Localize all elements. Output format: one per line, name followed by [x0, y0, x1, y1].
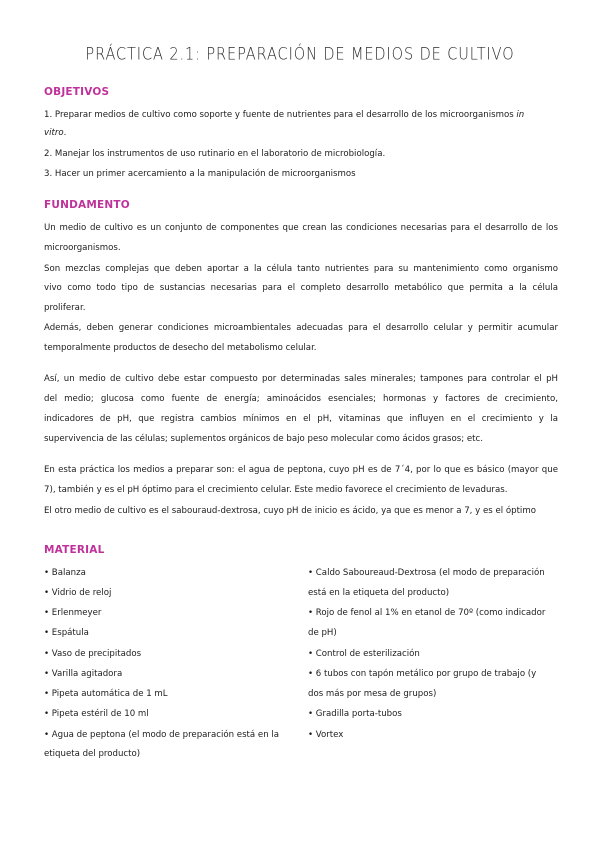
- fundamento-line: proliferar.: [44, 303, 86, 313]
- material-item: • Caldo Saboureaud-Dextrosa (el modo de preparación: [308, 568, 545, 578]
- material-item: • Vaso de precipitados: [44, 649, 142, 659]
- material-item: de pH): [308, 628, 337, 638]
- fundamento-line: Un medio de cultivo es un conjunto de componentes que crean las condiciones necesarias para el desarrollo de los: [44, 223, 558, 233]
- objetivo-1-period: .: [63, 128, 67, 138]
- material-item: • Gradilla porta-tubos: [308, 709, 402, 719]
- material-item: • 6 tubos con tapón metálico por grupo de trabajo (y: [308, 669, 537, 679]
- material-item: • Pipeta automática de 1 mL: [44, 689, 168, 699]
- fundamento-line: vivo como todo tipo de sustancias necesarias para el completo desarrollo metabólico que permita a la célula: [44, 283, 558, 293]
- fundamento-line: El otro medio de cultivo es el sabouraud-dextrosa, cuyo pH de inicio es ácido, ya que es menor a 7, y es el óptimo: [44, 506, 536, 516]
- material-item: • Balanza: [44, 568, 86, 578]
- objetivo-1-italic-in: in: [516, 110, 525, 120]
- objetivo-1-italic-vitro: vitro: [44, 128, 64, 138]
- objetivo-1-cont: [44, 127, 558, 139]
- fundamento-line: del medio; glucosa como fuente de energía; aminoácidos esenciales; hormonas y factores de crecimiento,: [44, 394, 558, 404]
- fundamento-line: 7), también y es el pH óptimo para el crecimiento celular. Este medio favorece el crecimiento de levaduras.: [44, 485, 508, 495]
- fundamento-line: Además, deben generar condiciones microambientales adecuadas para el desarrollo celular y permitir acumular: [44, 323, 558, 333]
- page-title: PRÁCTICA 2.1: PREPARACIÓN DE MEDIOS DE CULTIVO: [85, 45, 515, 65]
- objetivo-1-text: 1. Preparar medios de cultivo como soporte y fuente de nutrientes para el desarrollo de los microorganismos: [44, 110, 514, 120]
- material-item: • Varilla agitadora: [44, 669, 123, 679]
- fundamento-line: indicadores de pH, que registra cambios mínimos en el pH, vitaminas que influyen en el crecimiento y la: [44, 414, 558, 424]
- material-item: • Vortex: [308, 730, 344, 740]
- material-item: dos más por mesa de grupos): [308, 689, 437, 699]
- fundamento-line: Así, un medio de cultivo debe estar compuesto por determinadas sales minerales; tampones para controlar el pH: [44, 374, 558, 384]
- material-heading: MATERIAL: [44, 544, 105, 556]
- fundamento-line: Son mezclas complejas que deben aportar a la célula tanto nutrientes para su mantenimiento como organismo: [44, 264, 558, 274]
- material-item: • Control de esterilización: [308, 649, 420, 659]
- fundamento-line: temporalmente productos de desecho del metabolismo celular.: [44, 343, 317, 353]
- material-item: • Vidrio de reloj: [44, 588, 112, 598]
- material-item: etiqueta del producto): [44, 749, 141, 759]
- fundamento-line: En esta práctica los medios a preparar son: el agua de peptona, cuyo pH es de 7´4, por lo que es básico (mayor que: [44, 465, 558, 475]
- objetivo-1: [44, 109, 558, 121]
- material-item: • Rojo de fenol al 1% en etanol de 70º (como indicador: [308, 608, 546, 618]
- fundamento-heading: FUNDAMENTO: [44, 199, 130, 211]
- material-item: • Pipeta estéril de 10 ml: [44, 709, 149, 719]
- objetivo-3: 3. Hacer un primer acercamiento a la manipulación de microorganismos: [44, 169, 356, 179]
- material-item: • Erlenmeyer: [44, 608, 102, 618]
- material-item: • Agua de peptona (el modo de preparación está en la: [44, 730, 280, 740]
- fundamento-line: supervivencia de las células; suplementos orgánicos de bajo peso molecular como ácidos grasos; etc.: [44, 434, 483, 444]
- material-item: • Espátula: [44, 628, 89, 638]
- objetivos-heading: OBJETIVOS: [44, 86, 110, 98]
- objetivo-2: 2. Manejar los instrumentos de uso rutinario en el laboratorio de microbiología.: [44, 149, 386, 159]
- material-item: está en la etiqueta del producto): [308, 588, 450, 598]
- fundamento-line: microorganismos.: [44, 243, 121, 253]
